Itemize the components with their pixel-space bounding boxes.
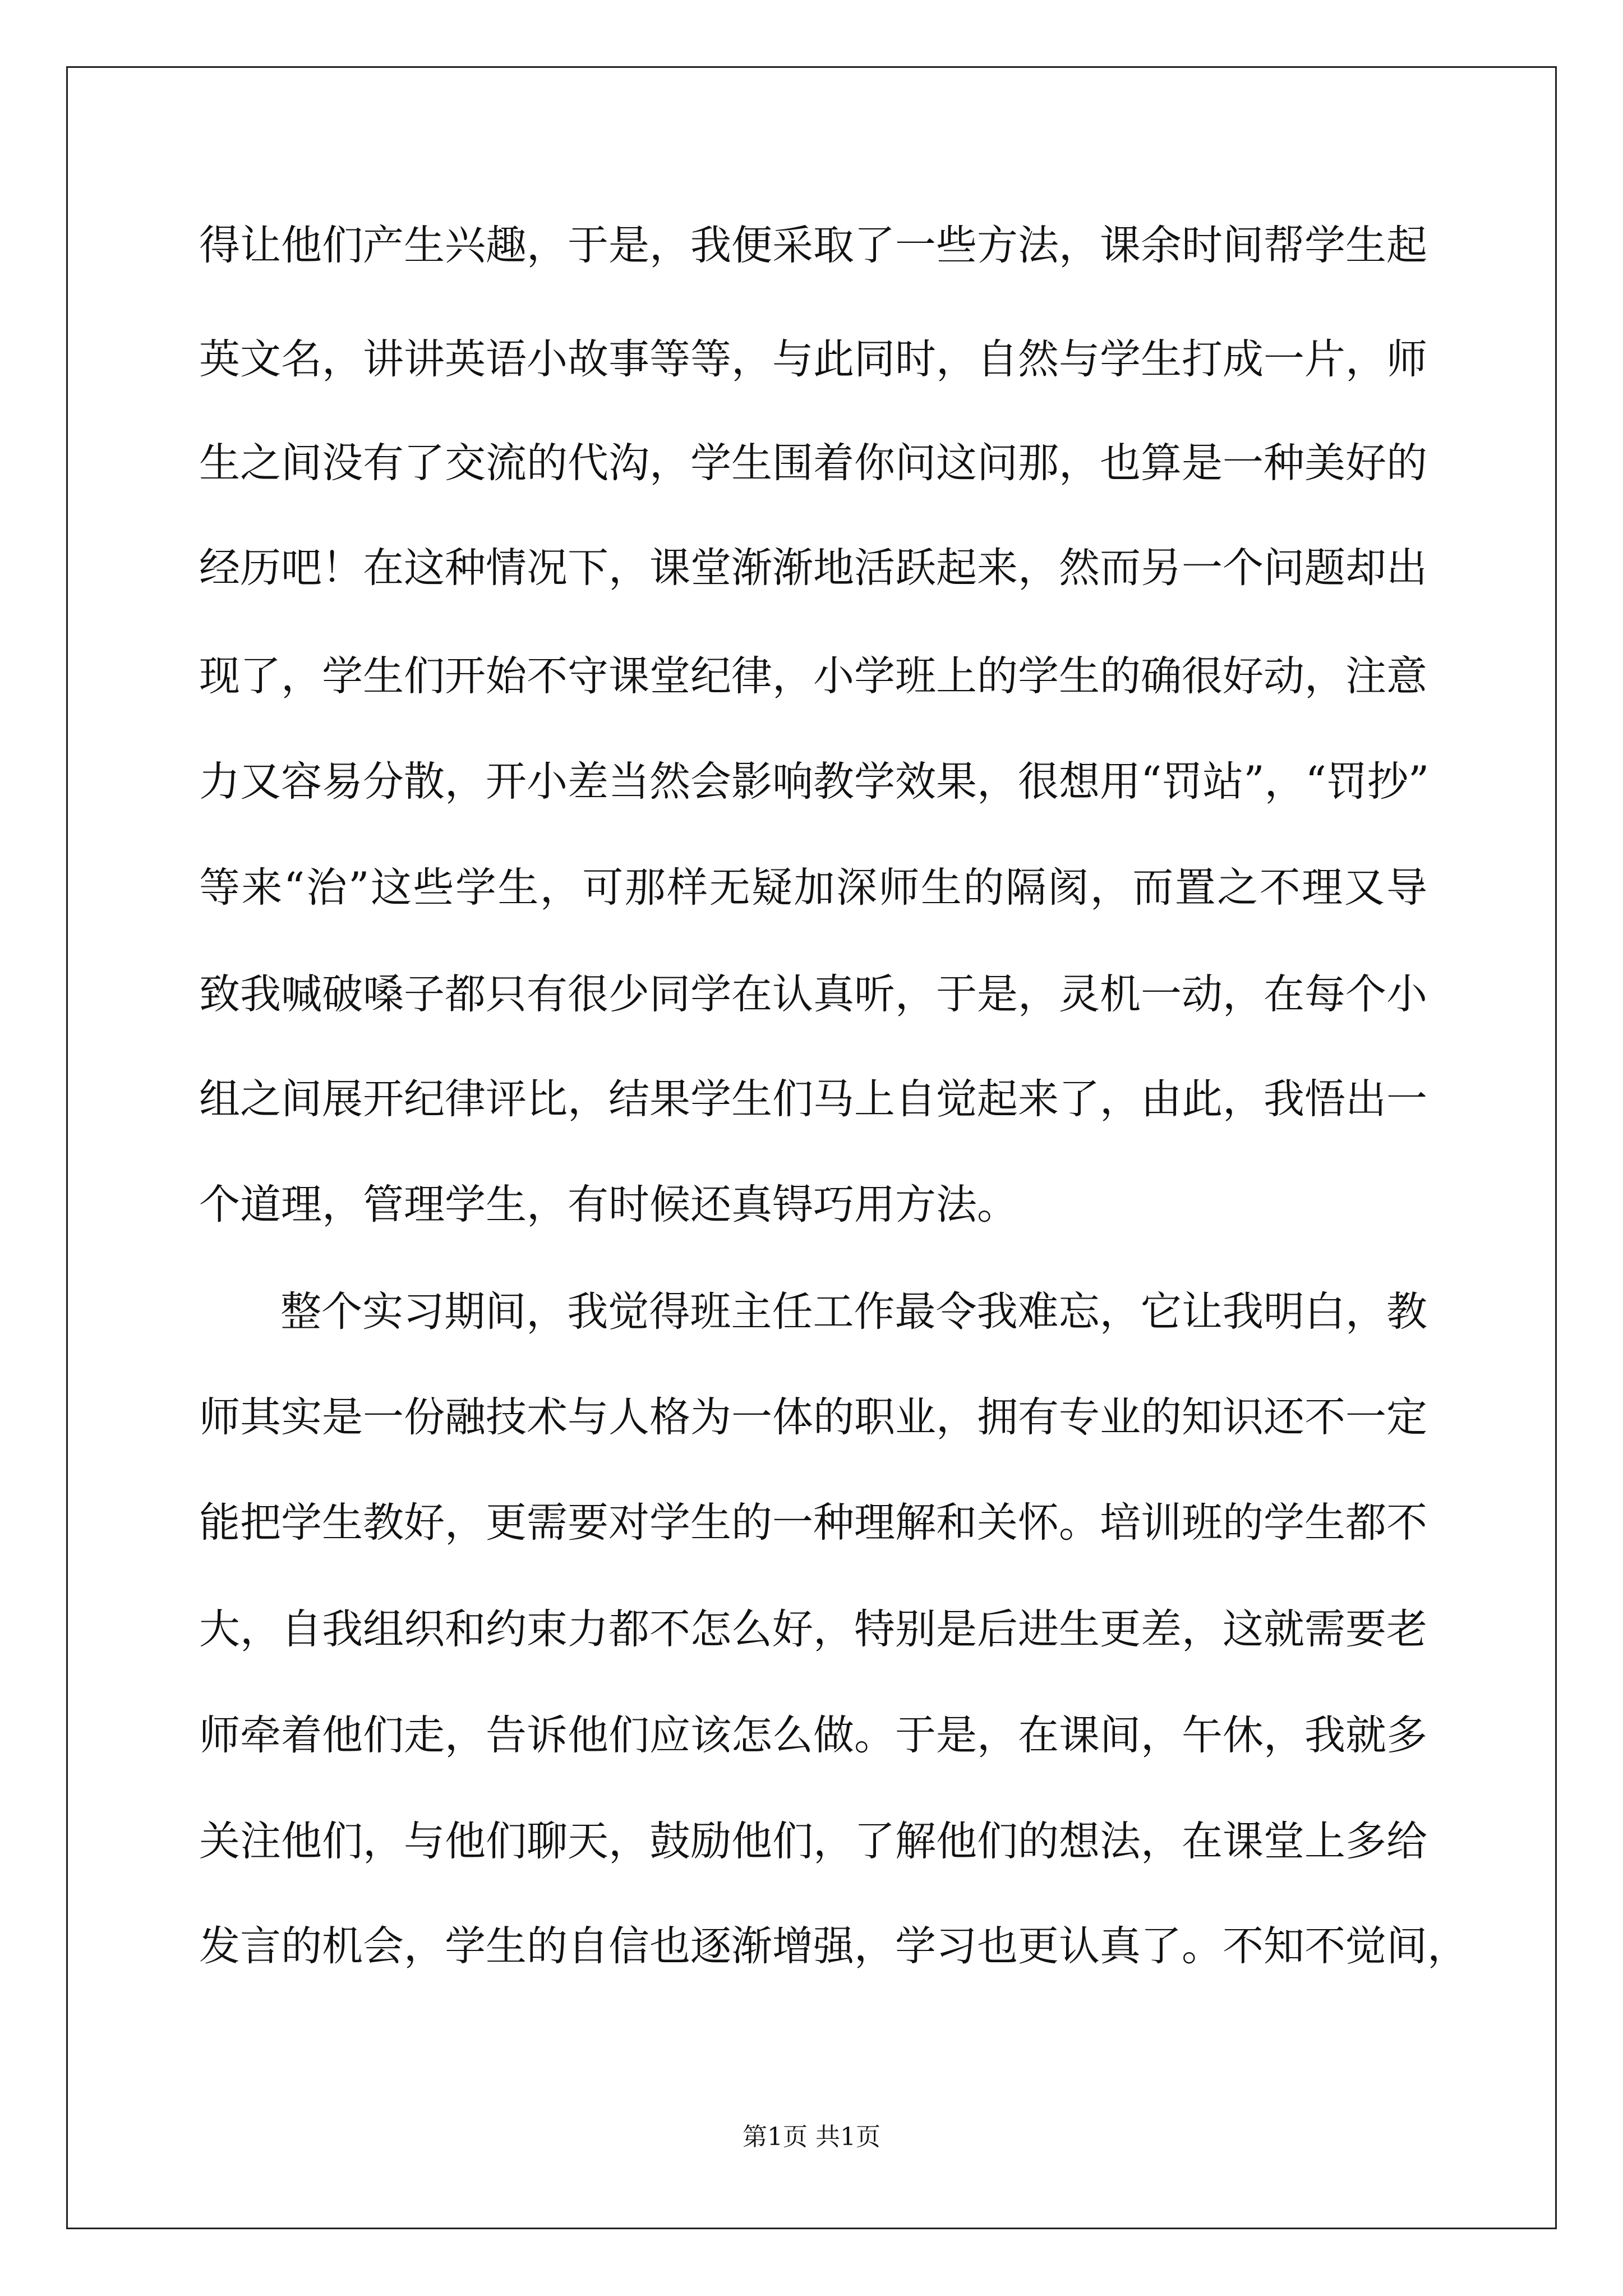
paragraph-2-line-3: 能把学生教好，更需要对学生的一种理解和关怀。培训班的学生都不: [199, 1499, 1427, 1547]
paragraph-2-line-4: 大，自我组织和约束力都不怎么好，特别是后进生更差，这就需要老: [199, 1605, 1427, 1653]
paragraph-2-line-5: 师牵着他们走，告诉他们应该怎么做。于是，在课间，午休，我就多: [199, 1711, 1427, 1759]
paragraph-1-line-10: 个道理，管理学生，有时候还真锝巧用方法。: [199, 1181, 1018, 1228]
paragraph-1-line-3: 生之间没有了交流的代沟，学生围着你问这问那，也算是一种美好的: [199, 439, 1427, 487]
paragraph-1-line-8: 致我喊破嗓子都只有很少同学在认真听，于是，灵机一动，在每个小: [199, 970, 1427, 1018]
paragraph-1-line-2: 英文名，讲讲英语小故事等等，与此同时，自然与学生打成一片，师: [199, 335, 1427, 383]
paragraph-1-line-4: 经历吧！在这种情况下，课堂渐渐地活跃起来，然而另一个问题却出: [199, 544, 1427, 592]
paragraph-1-line-1: 得让他们产生兴趣，于是，我便采取了一些方法，课余时间帮学生起: [199, 222, 1427, 269]
paragraph-2-line-6: 关注他们，与他们聊天，鼓励他们，了解他们的想法，在课堂上多给: [199, 1818, 1427, 1865]
paragraph-2-line-1: 整个实习期间，我觉得班主任工作最令我难忘，它让我明白，教: [280, 1288, 1427, 1336]
page-footer: 第1页 共1页: [743, 2123, 880, 2151]
page-border: [66, 66, 1557, 2229]
paragraph-1-line-5: 现了，学生们开始不守课堂纪律，小学班上的学生的确很好动，注意: [199, 652, 1427, 700]
paragraph-1-line-6: 力又容易分散，开小差当然会影响教学效果，很想用“罚站”，“罚抄”: [199, 758, 1430, 806]
paragraph-1-line-7: 等来“治”这些学生，可那样无疑加深师生的隔阂，而置之不理又导: [199, 864, 1427, 912]
paragraph-1-line-9: 组之间展开纪律评比，结果学生们马上自觉起来了，由此，我悟出一: [199, 1075, 1427, 1123]
paragraph-2-line-2: 师其实是一份融技术与人格为一体的职业，拥有专业的知识还不一定: [199, 1393, 1427, 1441]
paragraph-2-line-7: 发言的机会，学生的自信也逐渐增强，学习也更认真了。不知不觉间，: [199, 1922, 1468, 1970]
